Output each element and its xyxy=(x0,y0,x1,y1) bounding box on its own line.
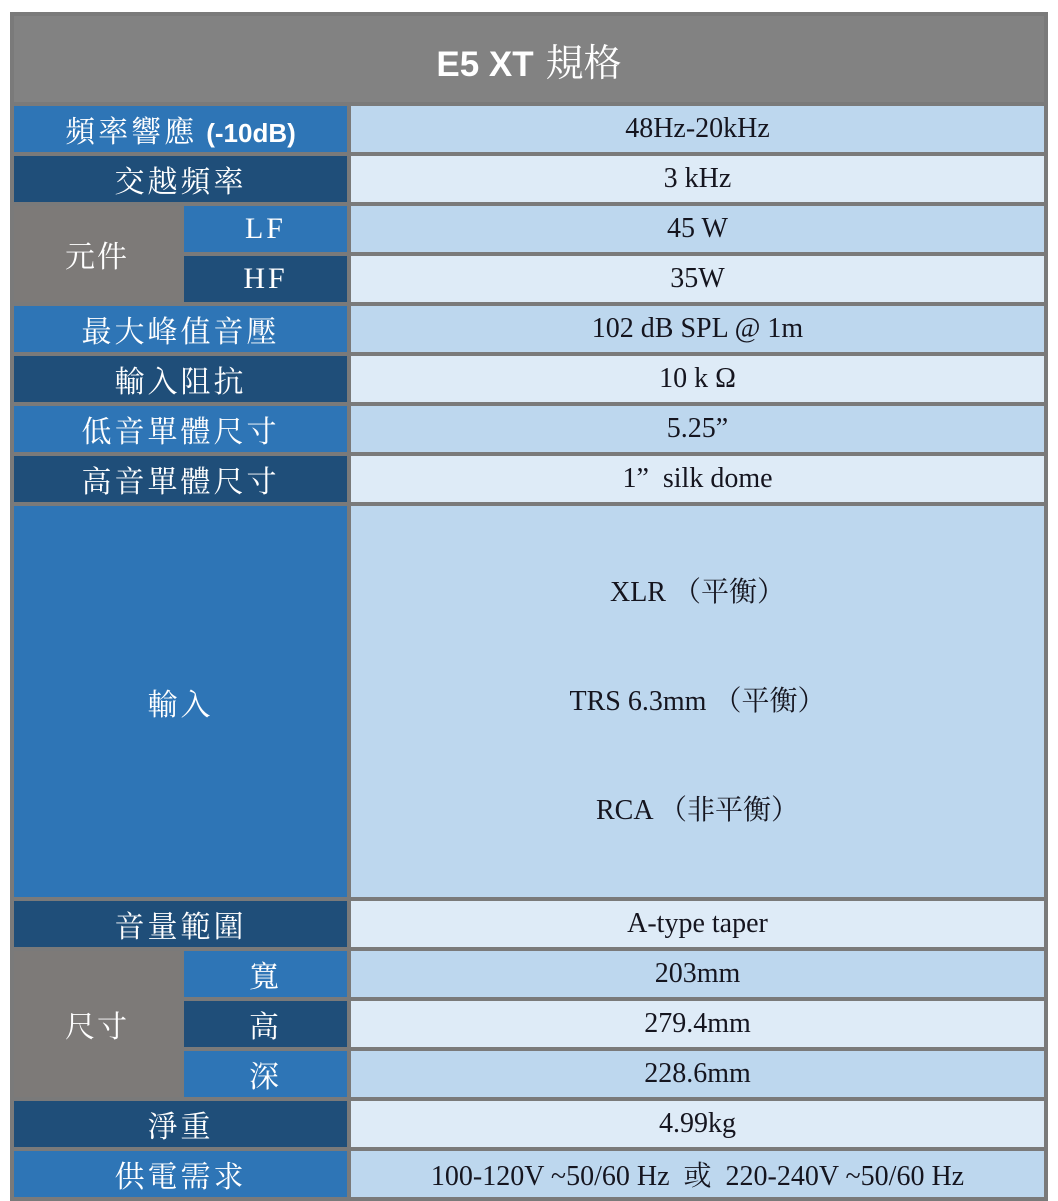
row-value: 5.25” xyxy=(349,404,1046,454)
row-value: 279.4mm xyxy=(349,999,1046,1049)
table-row xyxy=(12,949,1046,999)
row-value: 3 kHz xyxy=(349,154,1046,204)
row-label-power-requirement: 供電需求 xyxy=(12,1149,349,1199)
table-row xyxy=(12,454,1046,504)
sub-label-hf: HF xyxy=(182,254,349,304)
title-model-text: E5 XT xyxy=(436,44,534,84)
table-row xyxy=(12,899,1046,949)
title-suffix-text: 規格 xyxy=(545,42,622,85)
row-label-volume-range: 音量範圍 xyxy=(12,899,349,949)
input-line-xlr: XLR （平衡） xyxy=(609,577,785,608)
row-value: 48Hz-20kHz xyxy=(349,104,1046,154)
row-value: 102 dB SPL @ 1m xyxy=(349,304,1046,354)
row-label-tweeter-size: 高音單體尺寸 xyxy=(12,454,349,504)
row-label-net-weight: 淨重 xyxy=(12,1099,349,1149)
row-label-woofer-size: 低音單體尺寸 xyxy=(12,404,349,454)
table-row xyxy=(12,404,1046,454)
sub-label-width: 寬 xyxy=(182,949,349,999)
row-value: 1” silk dome xyxy=(349,454,1046,504)
sub-label-depth: 深 xyxy=(182,1049,349,1099)
table-row xyxy=(12,504,1046,899)
table-row xyxy=(12,104,1046,154)
table-row xyxy=(12,304,1046,354)
row-label-max-spl: 最大峰值音壓 xyxy=(12,304,349,354)
table-header-row xyxy=(12,14,1046,104)
row-label-crossover: 交越頻率 xyxy=(12,154,349,204)
input-line-trs: TRS 6.3mm （平衡） xyxy=(569,686,826,717)
table-row xyxy=(12,204,1046,254)
row-value: 203mm xyxy=(349,949,1046,999)
row-label-frequency-response xyxy=(12,104,349,154)
row-value: A-type taper xyxy=(349,899,1046,949)
table-title xyxy=(12,14,1046,104)
row-value: 10 k Ω xyxy=(349,354,1046,404)
row-value: 4.99kg xyxy=(349,1099,1046,1149)
group-cell-dimensions: 尺寸 xyxy=(12,949,182,1099)
table-row xyxy=(12,1099,1046,1149)
row-value: 100-120V ~50/60 Hz 或 220-240V ~50/60 Hz xyxy=(349,1149,1046,1199)
input-line-rca: RCA （非平衡） xyxy=(595,795,800,826)
row-label-input-impedance: 輸入阻抗 xyxy=(12,354,349,404)
table-row xyxy=(12,1149,1046,1199)
sub-label-lf: LF xyxy=(182,204,349,254)
sub-label-height: 高 xyxy=(182,999,349,1049)
row-label-suffix: (-10dB) xyxy=(206,118,296,148)
group-cell-components: 元件 xyxy=(12,204,182,304)
spec-table xyxy=(10,12,1048,1201)
row-label-inputs: 輸入 xyxy=(12,504,349,899)
row-label-text: 頻率響應 xyxy=(65,116,198,149)
row-value-inputs xyxy=(349,504,1046,899)
table-row xyxy=(12,354,1046,404)
table-row xyxy=(12,154,1046,204)
row-value: 45 W xyxy=(349,204,1046,254)
row-value: 35W xyxy=(349,254,1046,304)
row-value: 228.6mm xyxy=(349,1049,1046,1099)
